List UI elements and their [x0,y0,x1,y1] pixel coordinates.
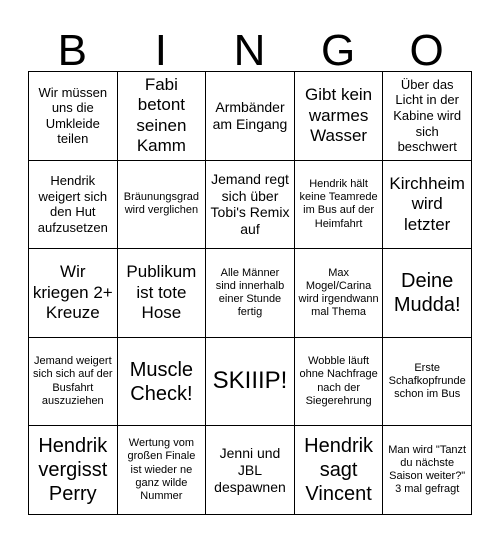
bingo-grid [28,71,472,515]
header-letter-o: O [409,26,444,75]
bingo-cell[interactable]: Kirchheim wird letzter [383,161,472,250]
bingo-cell[interactable]: Hendrik vergisst Perry [29,426,118,515]
bingo-cell[interactable]: Publikum ist tote Hose [118,249,207,338]
bingo-cell[interactable]: Wir kriegen 2+ Kreuze [29,249,118,338]
header-letter-i: I [154,26,167,75]
bingo-cell[interactable]: SKIIIP! [206,338,295,427]
bingo-cell[interactable]: Hendrik sagt Vincent [295,426,384,515]
bingo-cell[interactable]: Armbänder am Eingang [206,72,295,161]
bingo-cell[interactable]: Hendrik weigert sich den Hut aufzusetzen [29,161,118,250]
bingo-cell[interactable]: Max Mogel/Carina wird irgendwann mal Thema [295,249,384,338]
bingo-cell[interactable]: Jenni und JBL despawnen [206,426,295,515]
bingo-cell[interactable]: Jemand regt sich über Tobi's Remix auf [206,161,295,250]
bingo-cell[interactable]: Fabi betont seinen Kamm [118,72,207,161]
bingo-cell[interactable]: Alle Männer sind innerhalb einer Stunde fertig [206,249,295,338]
bingo-cell[interactable]: Jemand weigert sich sich auf der Busfahrt auszuziehen [29,338,118,427]
bingo-cell[interactable]: Über das Licht in der Kabine wird sich beschwert [383,72,472,161]
bingo-cell[interactable]: Bräunungsgrad wird verglichen [118,161,207,250]
bingo-cell[interactable]: Hendrik hält keine Teamrede im Bus auf der Heimfahrt [295,161,384,250]
header-letter-g: G [320,26,356,75]
bingo-cell[interactable]: Erste Schafkopfrunde schon im Bus [383,338,472,427]
header-letter-b: B [57,26,87,75]
bingo-header [28,24,471,75]
bingo-cell[interactable]: Gibt kein warmes Wasser [295,72,384,161]
bingo-cell[interactable]: Wobble läuft ohne Nachfrage nach der Siegerehrung [295,338,384,427]
header-letter-n: N [233,26,266,75]
bingo-cell[interactable]: Wertung vom großen Finale ist wieder ne ganz wilde Nummer [118,426,207,515]
bingo-cell[interactable]: Muscle Check! [118,338,207,427]
bingo-cell[interactable]: Deine Mudda! [383,249,472,338]
bingo-cell[interactable]: Wir müssen uns die Umkleide teilen [29,72,118,161]
bingo-cell[interactable]: Man wird "Tanzt du nächste Saison weiter?" 3 mal gefragt [383,426,472,515]
